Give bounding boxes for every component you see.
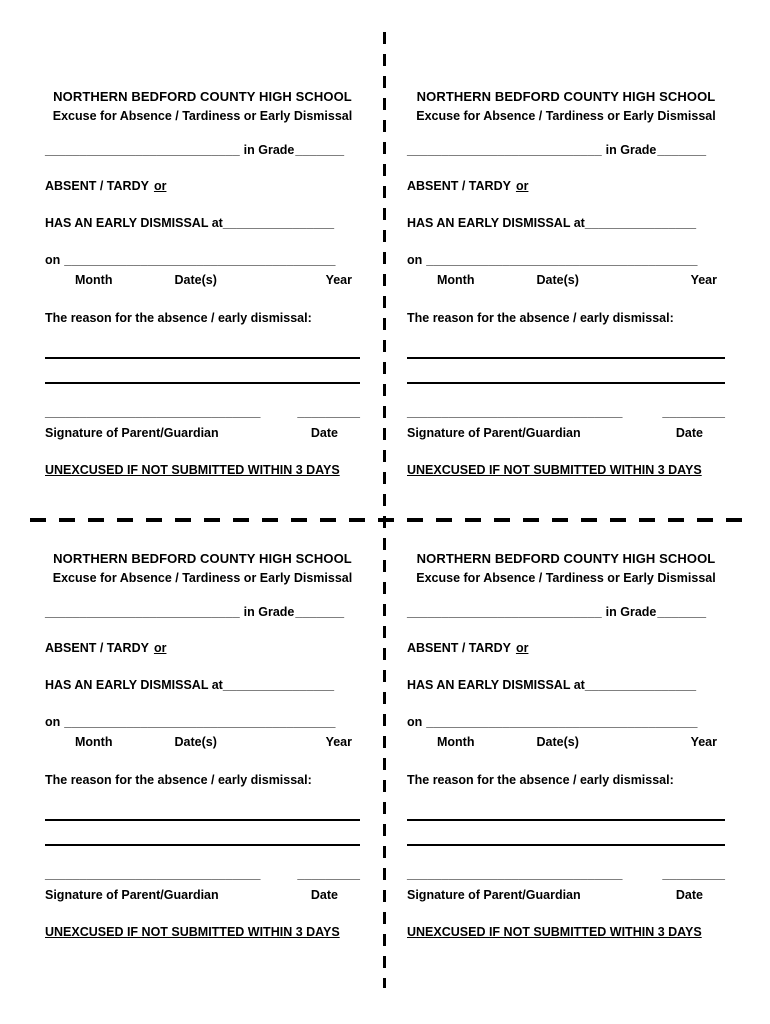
dates-label: Date(s) <box>536 273 579 287</box>
in-grade-label: in Grade <box>243 143 295 157</box>
on-date-line <box>45 714 360 731</box>
reason-blank-line-2 <box>407 821 725 846</box>
quadrant-top-left <box>0 0 385 520</box>
early-dismissal-label: HAS AN EARLY DISMISSAL at <box>407 678 585 692</box>
vertical-cut-line <box>383 32 386 988</box>
reason-blank-line-2 <box>45 821 360 846</box>
early-dismissal-label: HAS AN EARLY DISMISSAL at <box>407 216 585 230</box>
date-label: Date <box>675 426 703 440</box>
student-name-blank: ____________________________ <box>45 143 240 157</box>
reason-label: The reason for the absence / early dismissal: <box>45 311 312 325</box>
absent-tardy-label: ABSENT / TARDY <box>45 179 149 193</box>
on-label: on <box>45 715 61 729</box>
month-date-year-row <box>407 734 725 751</box>
quadrant-bottom-right <box>385 520 770 1024</box>
early-dismissal-time-blank: ________________ <box>222 216 335 230</box>
signature-date-blank-row <box>45 404 360 421</box>
signature-label: Signature of Parent/Guardian <box>45 888 219 902</box>
excuse-slip <box>407 550 725 941</box>
early-dismissal-line <box>407 677 725 694</box>
or-label: or <box>515 641 529 655</box>
unexcused-warning: UNEXCUSED IF NOT SUBMITTED WITHIN 3 DAYS <box>407 463 702 477</box>
signature-date-label-row <box>45 887 360 904</box>
signature-blank: _______________________________ <box>407 405 623 419</box>
date-label: Date <box>310 426 338 440</box>
month-label: Month <box>437 735 475 749</box>
signature-date-label-row <box>45 425 360 442</box>
dates-label: Date(s) <box>174 735 217 749</box>
date-blank: _________ <box>297 405 360 419</box>
dates-label: Date(s) <box>174 273 217 287</box>
in-grade-label: in Grade <box>605 605 657 619</box>
on-date-blank: _______________________________________ <box>426 715 698 729</box>
reason-blank-line-1 <box>407 789 725 821</box>
year-label: Year <box>325 735 352 749</box>
early-dismissal-line <box>407 215 725 232</box>
absent-tardy-line <box>407 178 725 195</box>
reason-blank-line-1 <box>45 789 360 821</box>
signature-date-blank-row <box>407 866 725 883</box>
date-blank: _________ <box>297 867 360 881</box>
reason-label: The reason for the absence / early dismissal: <box>407 311 674 325</box>
school-name: NORTHERN BEDFORD COUNTY HIGH SCHOOL <box>53 551 352 566</box>
on-date-line <box>45 252 360 269</box>
unexcused-warning: UNEXCUSED IF NOT SUBMITTED WITHIN 3 DAYS <box>45 463 340 477</box>
date-blank: _________ <box>662 867 725 881</box>
on-date-blank: _______________________________________ <box>64 253 336 267</box>
month-date-year-row <box>45 734 360 751</box>
or-label: or <box>153 179 167 193</box>
school-name: NORTHERN BEDFORD COUNTY HIGH SCHOOL <box>416 89 716 104</box>
name-grade-line <box>407 604 725 621</box>
student-name-blank: ____________________________ <box>407 605 602 619</box>
early-dismissal-time-blank: ________________ <box>222 678 335 692</box>
name-grade-line <box>45 604 360 621</box>
reason-blank-line-2 <box>407 359 725 384</box>
signature-blank: _______________________________ <box>45 867 261 881</box>
unexcused-warning: UNEXCUSED IF NOT SUBMITTED WITHIN 3 DAYS <box>407 925 702 939</box>
early-dismissal-line <box>45 677 360 694</box>
form-title: Excuse for Absence / Tardiness or Early Dismissal <box>52 109 353 123</box>
reason-blank-line-2 <box>45 359 360 384</box>
absent-tardy-label: ABSENT / TARDY <box>45 641 149 655</box>
quadrant-top-right <box>385 0 770 520</box>
early-dismissal-line <box>45 215 360 232</box>
on-date-line <box>407 714 725 731</box>
date-label: Date <box>675 888 703 902</box>
unexcused-warning: UNEXCUSED IF NOT SUBMITTED WITHIN 3 DAYS <box>45 925 340 939</box>
signature-date-label-row <box>407 425 725 442</box>
early-dismissal-time-blank: ________________ <box>584 216 697 230</box>
signature-date-blank-row <box>45 866 360 883</box>
date-blank: _________ <box>662 405 725 419</box>
school-name: NORTHERN BEDFORD COUNTY HIGH SCHOOL <box>53 89 352 104</box>
signature-blank: _______________________________ <box>45 405 261 419</box>
name-grade-line <box>45 142 360 159</box>
horizontal-cut-line <box>30 518 742 522</box>
form-title: Excuse for Absence / Tardiness or Early Dismissal <box>416 571 716 585</box>
name-grade-line <box>407 142 725 159</box>
or-label: or <box>515 179 529 193</box>
on-label: on <box>407 715 423 729</box>
month-date-year-row <box>407 272 725 289</box>
grade-blank: _______ <box>295 605 345 619</box>
on-date-line <box>407 252 725 269</box>
year-label: Year <box>325 273 352 287</box>
reason-label: The reason for the absence / early dismissal: <box>45 773 312 787</box>
reason-blank-line-1 <box>45 327 360 359</box>
form-title: Excuse for Absence / Tardiness or Early Dismissal <box>52 571 353 585</box>
month-label: Month <box>75 273 113 287</box>
school-name: NORTHERN BEDFORD COUNTY HIGH SCHOOL <box>416 551 716 566</box>
absent-tardy-label: ABSENT / TARDY <box>407 179 511 193</box>
form-title: Excuse for Absence / Tardiness or Early Dismissal <box>416 109 716 123</box>
quadrant-bottom-left <box>0 520 385 1024</box>
month-date-year-row <box>45 272 360 289</box>
on-label: on <box>45 253 61 267</box>
reason-label: The reason for the absence / early dismissal: <box>407 773 674 787</box>
early-dismissal-label: HAS AN EARLY DISMISSAL at <box>45 216 223 230</box>
excuse-slip <box>45 88 360 479</box>
absent-tardy-line <box>45 178 360 195</box>
grade-blank: _______ <box>295 143 345 157</box>
year-label: Year <box>690 273 717 287</box>
early-dismissal-label: HAS AN EARLY DISMISSAL at <box>45 678 223 692</box>
grade-blank: _______ <box>657 605 707 619</box>
or-label: or <box>153 641 167 655</box>
in-grade-label: in Grade <box>243 605 295 619</box>
month-label: Month <box>437 273 475 287</box>
absent-tardy-line <box>407 640 725 657</box>
signature-date-label-row <box>407 887 725 904</box>
signature-date-blank-row <box>407 404 725 421</box>
signature-label: Signature of Parent/Guardian <box>407 888 581 902</box>
on-date-blank: _______________________________________ <box>426 253 698 267</box>
grade-blank: _______ <box>657 143 707 157</box>
excuse-slip <box>407 88 725 479</box>
month-label: Month <box>75 735 113 749</box>
on-label: on <box>407 253 423 267</box>
excuse-slip <box>45 550 360 941</box>
early-dismissal-time-blank: ________________ <box>584 678 697 692</box>
in-grade-label: in Grade <box>605 143 657 157</box>
student-name-blank: ____________________________ <box>45 605 240 619</box>
absent-tardy-label: ABSENT / TARDY <box>407 641 511 655</box>
student-name-blank: ____________________________ <box>407 143 602 157</box>
dates-label: Date(s) <box>536 735 579 749</box>
signature-blank: _______________________________ <box>407 867 623 881</box>
signature-label: Signature of Parent/Guardian <box>407 426 581 440</box>
date-label: Date <box>310 888 338 902</box>
year-label: Year <box>690 735 717 749</box>
signature-label: Signature of Parent/Guardian <box>45 426 219 440</box>
absent-tardy-line <box>45 640 360 657</box>
on-date-blank: _______________________________________ <box>64 715 336 729</box>
reason-blank-line-1 <box>407 327 725 359</box>
